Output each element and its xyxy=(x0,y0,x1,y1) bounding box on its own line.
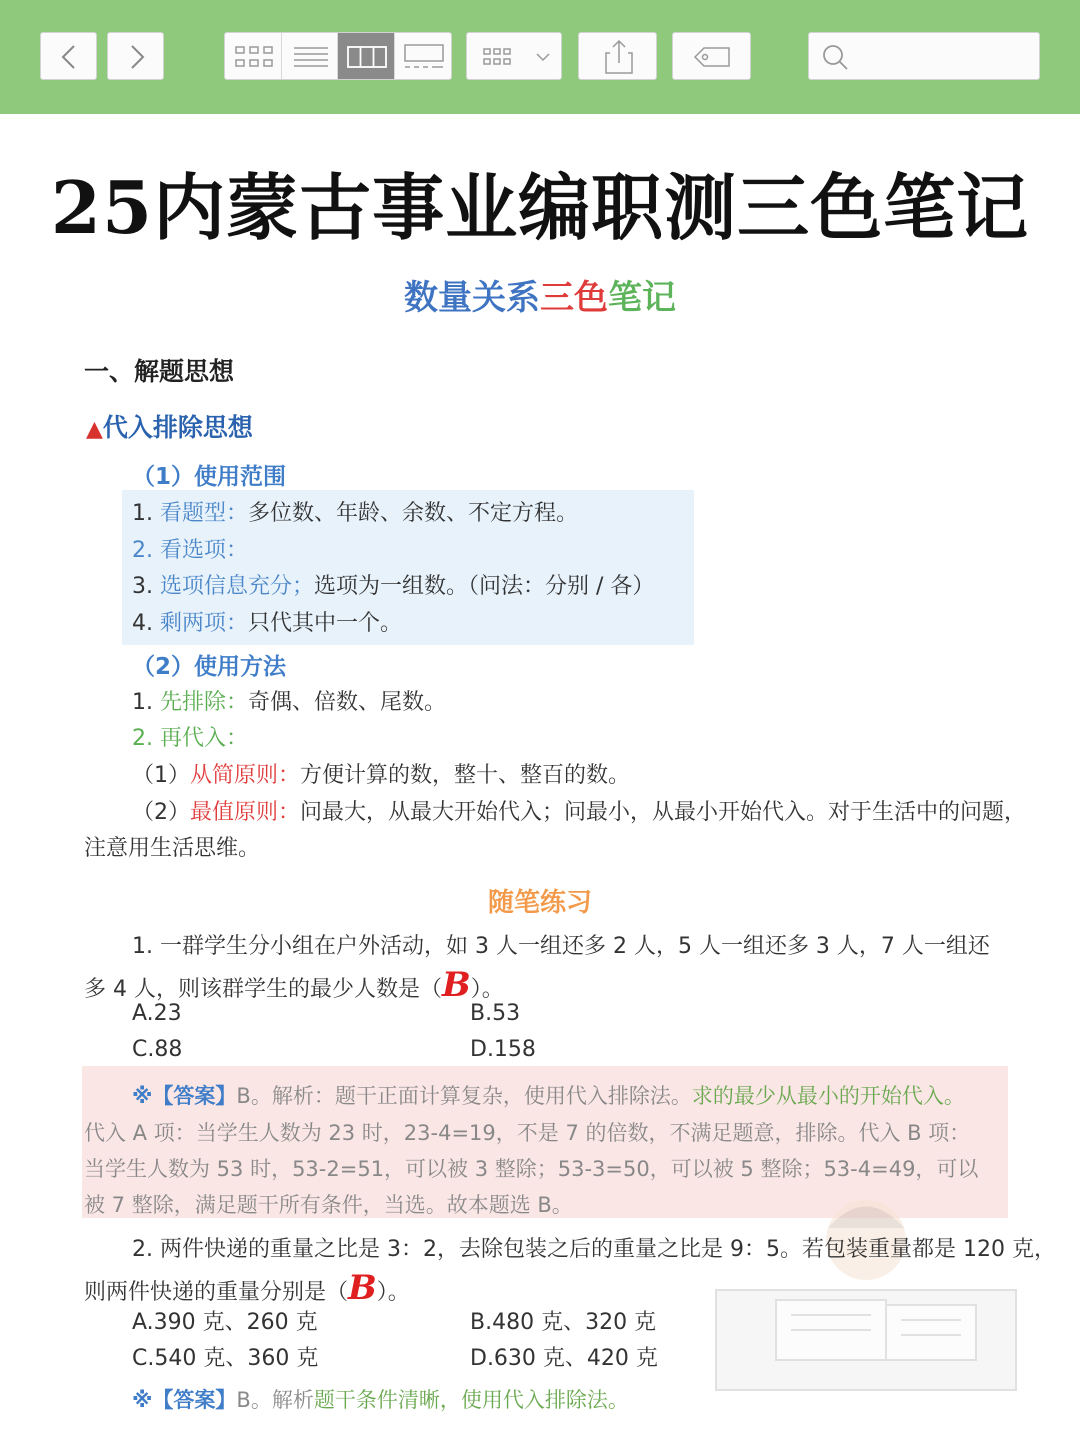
search-input[interactable] xyxy=(859,41,1029,71)
section-heading: 一、解题思想 xyxy=(84,357,235,386)
answer-1-line: 代入 A 项：当学生人数为 23 时，23-4=19，不是 7 的倍数，不满足题意，排除。代入 B 项： xyxy=(84,1121,971,1145)
search-box[interactable] xyxy=(808,32,1040,80)
answer-1-line: 当学生人数为 53 时，53-2=51，可以被 3 整除；53-3=50，可以被 5 整除；53-4=49，可以 xyxy=(84,1157,979,1181)
handwritten-answer: B xyxy=(442,965,471,1005)
subtitle-part3: 笔记 xyxy=(608,278,676,318)
scope-heading: （1）使用范围 xyxy=(132,464,287,490)
toolbar xyxy=(0,0,1080,114)
question-1-text: 1. 一群学生分小组在户外活动，如 3 人一组还多 2 人，5 人一组还多 3 人，7 人一组还 xyxy=(132,934,990,959)
option: D.630 克、420 克 xyxy=(470,1346,658,1371)
student-illustration xyxy=(706,1180,1026,1400)
method-heading: （2）使用方法 xyxy=(132,654,287,680)
column-view-icon xyxy=(338,33,396,80)
group-dropdown-icon xyxy=(467,33,563,81)
answer-1-line: 被 7 整除，满足题干所有条件，当选。故本题选 B。 xyxy=(84,1193,573,1217)
gallery-view-button[interactable] xyxy=(395,33,451,79)
list-item: 2. 再代入： xyxy=(132,726,248,751)
handwritten-answer: B xyxy=(348,1268,377,1308)
option: D.158 xyxy=(470,1037,536,1062)
grid-view-icon xyxy=(225,33,283,80)
share-icon xyxy=(579,33,658,81)
subtitle-part2: 三色 xyxy=(540,278,608,318)
option: B.480 克、320 克 xyxy=(470,1310,657,1335)
subtitle-part1: 数量关系 xyxy=(404,278,540,318)
list-item: （2）最值原则：问最大，从最大开始代入；问最小，从最小开始代入。对于生活中的问题， xyxy=(132,800,1027,825)
gallery-view-icon xyxy=(395,33,453,80)
view-switcher xyxy=(224,32,452,80)
question-2-text: 2. 两件快递的重量之比是 3：2，去除包装之后的重量之比是 9：5。若包装重量都是 120 克， xyxy=(132,1237,1056,1262)
subsection-heading xyxy=(86,408,253,444)
answer-1-line: ※【答案】B。解析：题干正面计算复杂，使用代入排除法。求的最少从最小的开始代入。 xyxy=(132,1084,965,1108)
search-icon xyxy=(819,41,851,73)
list-view-button[interactable] xyxy=(282,33,339,79)
list-item: 3. 选项信息充分；选项为一组数。（问法：分别 / 各） xyxy=(132,574,655,599)
tag-button[interactable] xyxy=(672,32,751,80)
practice-heading: 随笔练习 xyxy=(487,888,592,918)
subsection-heading-text: 代入排除思想 xyxy=(102,413,253,442)
list-item: 1. 先排除：奇偶、倍数、尾数。 xyxy=(132,690,447,715)
question-1-text-cont: 多 4 人，则该群学生的最少人数是（B）。 xyxy=(84,965,504,1005)
option: B.53 xyxy=(470,1001,521,1026)
triangle-marker-icon: ▲ xyxy=(86,417,103,442)
column-view-button[interactable] xyxy=(338,33,395,79)
tag-icon xyxy=(673,33,752,81)
option: C.88 xyxy=(132,1037,183,1062)
list-item: 4. 剩两项：只代其中一个。 xyxy=(132,611,403,636)
question-2-text-cont: 则两件快递的重量分别是（B）。 xyxy=(84,1268,410,1308)
chevron-right-icon xyxy=(108,33,165,81)
list-item: 1. 看题型：多位数、年龄、余数、不定方程。 xyxy=(132,501,579,526)
list-item: （1）从简原则：方便计算的数，整十、整百的数。 xyxy=(132,763,631,788)
group-dropdown-button[interactable] xyxy=(466,32,562,80)
page-subtitle xyxy=(0,270,1080,319)
list-item-continued: 注意用生活思维。 xyxy=(84,836,261,861)
option: C.540 克、360 克 xyxy=(132,1346,319,1371)
option: A.23 xyxy=(132,1001,182,1026)
list-item: 2. 看选项： xyxy=(132,538,248,563)
forward-button[interactable] xyxy=(107,32,164,80)
chevron-left-icon xyxy=(41,33,98,81)
back-button[interactable] xyxy=(40,32,97,80)
answer-2-line: ※【答案】B。解析题干条件清晰，使用代入排除法。 xyxy=(132,1388,629,1412)
option: A.390 克、260 克 xyxy=(132,1310,318,1335)
grid-view-button[interactable] xyxy=(225,33,282,79)
share-button[interactable] xyxy=(578,32,657,80)
page-title: 25内蒙古事业编职测三色笔记 xyxy=(50,165,1030,250)
list-view-icon xyxy=(282,33,340,80)
